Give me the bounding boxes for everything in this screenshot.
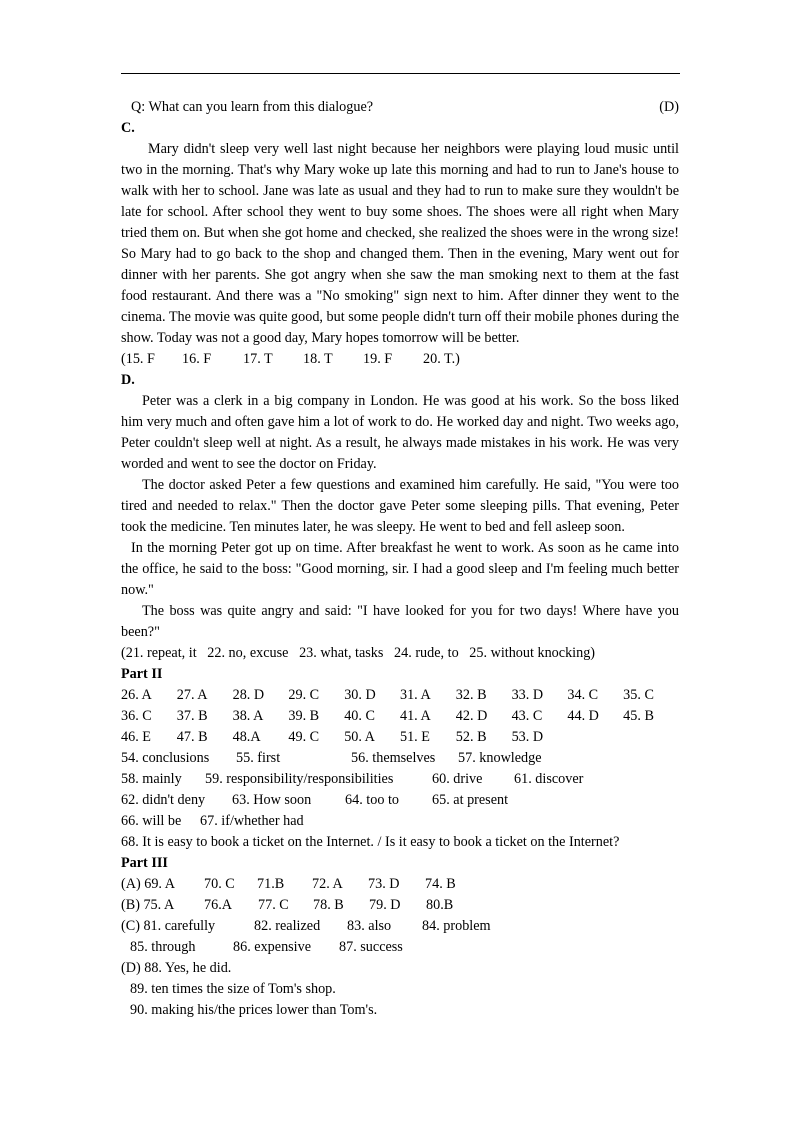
answer-36: 36. C xyxy=(121,708,152,724)
answer-55: 55. first xyxy=(236,750,281,766)
section-d-paragraph-4: The boss was quite angry and said: "I have looked for you for two days! Where have you been?" xyxy=(121,603,679,640)
answer-62: 62. didn't deny xyxy=(121,792,206,808)
answer-17: 17. T xyxy=(243,351,273,367)
answer-19: 19. F xyxy=(363,351,393,367)
answer-27: 27. A xyxy=(176,687,208,703)
part-3-b xyxy=(121,895,679,916)
answer-49: 49. C xyxy=(288,729,320,745)
answer-18: 18. T xyxy=(303,351,333,367)
section-d-answers: (21. repeat, it 22. no, excuse 23. what, tasks 24. rude, to 25. without knocking) xyxy=(121,645,596,661)
answer-41: 41. A xyxy=(399,708,431,724)
answer-66: 66. will be xyxy=(121,813,182,829)
answer-52: 52. B xyxy=(455,729,487,745)
answer-77: 77. C xyxy=(258,897,289,913)
part-2-row-5 xyxy=(121,769,679,790)
answer-58: 58. mainly xyxy=(121,771,182,787)
answer-88: (D) 88. Yes, he did. xyxy=(121,960,232,976)
answer-30: 30. D xyxy=(344,687,376,703)
answer-89: 89. ten times the size of Tom's shop. xyxy=(130,981,336,997)
part-3-c-row-1 xyxy=(121,916,679,937)
part-2-row-6 xyxy=(121,790,679,811)
answer-82: 82. realized xyxy=(254,918,321,934)
section-c-heading: C. xyxy=(121,120,135,136)
section-c-paragraph: Mary didn't sleep very well last night because her neighbors were playing loud music until two in the morning. That's why Mary woke up late this morning and had to run to Jane's house to walk with her to school. Jane was late as usual and they had to run to make sure they wouldn't be late for school. After school they went to buy some shoes. The shoes were all right when Mary tried them on. But when she got home and checked, she realized the shoes were in the wrong size! So Mary had to go back to the shop and changed them. Then in the evening, Mary went out for dinner with her parents. She got angry when she saw the man smoking next to them at the fast food restaurant. And there was a "No smoking" sign next to him. After dinner they went to the cinema. The movie was quite good, but some people didn't turn off their mobile phones during the show. Today was not a good day, Mary hopes tomorrow will be better. xyxy=(121,141,679,346)
answer-63: 63. How soon xyxy=(232,792,312,808)
answer-72: 72. A xyxy=(312,876,343,892)
answer-31: 31. A xyxy=(399,687,431,703)
answer-40: 40. C xyxy=(344,708,375,724)
answer-71: 71.B xyxy=(257,876,285,892)
answer-90: 90. making his/the prices lower than Tom's. xyxy=(130,1002,378,1018)
answer-59: 59. responsibility/responsibilities xyxy=(205,771,394,787)
section-c-answers xyxy=(121,349,679,370)
answer-81: (C) 81. carefully xyxy=(121,918,216,934)
part-2-row-1 xyxy=(121,685,679,706)
answer-67: 67. if/whether had xyxy=(200,813,304,829)
answer-42: 42. D xyxy=(455,708,488,724)
answer-76: 76.A xyxy=(204,897,232,913)
answer-16: 16. F xyxy=(182,351,212,367)
answer-48: 48.A xyxy=(232,729,261,745)
section-d-paragraph-1: Peter was a clerk in a big company in London. He was good at his work. So the boss liked him very much and often gave him a lot of work to do. He worked day and night. Two weeks ago, Peter couldn't sleep well at night. As a result, he always made mistakes in his work. He was very worded and went to see the doctor on Friday. xyxy=(121,393,679,472)
header-rule xyxy=(121,73,680,74)
answer-79: 79. D xyxy=(369,897,401,913)
answer-54: 54. conclusions xyxy=(121,750,210,766)
answer-73: 73. D xyxy=(368,876,400,892)
answer-68: 68. It is easy to book a ticket on the Internet. / Is it easy to book a ticket on the Internet? xyxy=(121,834,620,850)
part-2-heading: Part II xyxy=(121,666,163,682)
answer-15: (15. F xyxy=(121,351,155,367)
answer-38: 38. A xyxy=(232,708,264,724)
question-answer: (D) xyxy=(659,99,679,115)
answer-51: 51. E xyxy=(399,729,430,745)
question-text: Q: What can you learn from this dialogue? xyxy=(131,99,374,115)
answer-78: 78. B xyxy=(313,897,344,913)
answer-70: 70. C xyxy=(204,876,235,892)
part-2-row-3 xyxy=(121,727,679,748)
answer-20: 20. T.) xyxy=(423,351,460,367)
answer-34: 34. C xyxy=(567,687,599,703)
section-d-paragraph-3: In the morning Peter got up on time. After breakfast he went to work. As soon as he came into the office, he said to the boss: "Good morning, sir. I had a good sleep and I'm feeling much better now." xyxy=(121,540,679,598)
answer-87: 87. success xyxy=(339,939,403,955)
answer-83: 83. also xyxy=(347,918,392,934)
part-2-row-7 xyxy=(121,811,679,832)
answer-53: 53. D xyxy=(511,729,544,745)
answer-44: 44. D xyxy=(567,708,599,724)
answer-69: (A) 69. A xyxy=(121,876,175,892)
section-d-paragraph-2: The doctor asked Peter a few questions and examined him carefully. He said, "You were too tired and needed to relax." Then the doctor gave Peter some sleeping pills. That evening, Peter took the medicine. Ten minutes later, he was sleepy. He went to bed and fell asleep soon. xyxy=(121,477,679,535)
answer-37: 37. B xyxy=(176,708,208,724)
part-3-heading: Part III xyxy=(121,855,168,871)
part-3-a xyxy=(121,874,679,895)
part-2-row-2 xyxy=(121,706,679,727)
answer-43: 43. C xyxy=(511,708,543,724)
answer-75: (B) 75. A xyxy=(121,897,175,913)
answer-65: 65. at present xyxy=(432,792,509,808)
part-2-row-4 xyxy=(121,748,679,769)
answer-45: 45. B xyxy=(623,708,654,724)
answer-86: 86. expensive xyxy=(233,939,312,955)
answer-74: 74. B xyxy=(425,876,456,892)
answer-85: 85. through xyxy=(130,939,196,955)
section-d-heading: D. xyxy=(121,372,135,388)
answer-50: 50. A xyxy=(344,729,375,745)
answer-32: 32. B xyxy=(455,687,487,703)
answer-26: 26. A xyxy=(121,687,152,703)
answer-60: 60. drive xyxy=(432,771,483,787)
answer-35: 35. C xyxy=(623,687,654,703)
answer-80: 80.B xyxy=(426,897,454,913)
answer-84: 84. problem xyxy=(422,918,491,934)
answer-39: 39. B xyxy=(288,708,320,724)
answer-61: 61. discover xyxy=(514,771,584,787)
page-content xyxy=(121,97,679,1021)
question-line xyxy=(121,97,679,118)
answer-57: 57. knowledge xyxy=(458,750,542,766)
answer-46: 46. E xyxy=(121,729,151,745)
part-3-c-row-2 xyxy=(121,937,679,958)
answer-47: 47. B xyxy=(176,729,208,745)
answer-33: 33. D xyxy=(511,687,544,703)
answer-28: 28. D xyxy=(232,687,265,703)
answer-29: 29. C xyxy=(288,687,320,703)
answer-56: 56. themselves xyxy=(351,750,436,766)
answer-64: 64. too to xyxy=(345,792,399,808)
